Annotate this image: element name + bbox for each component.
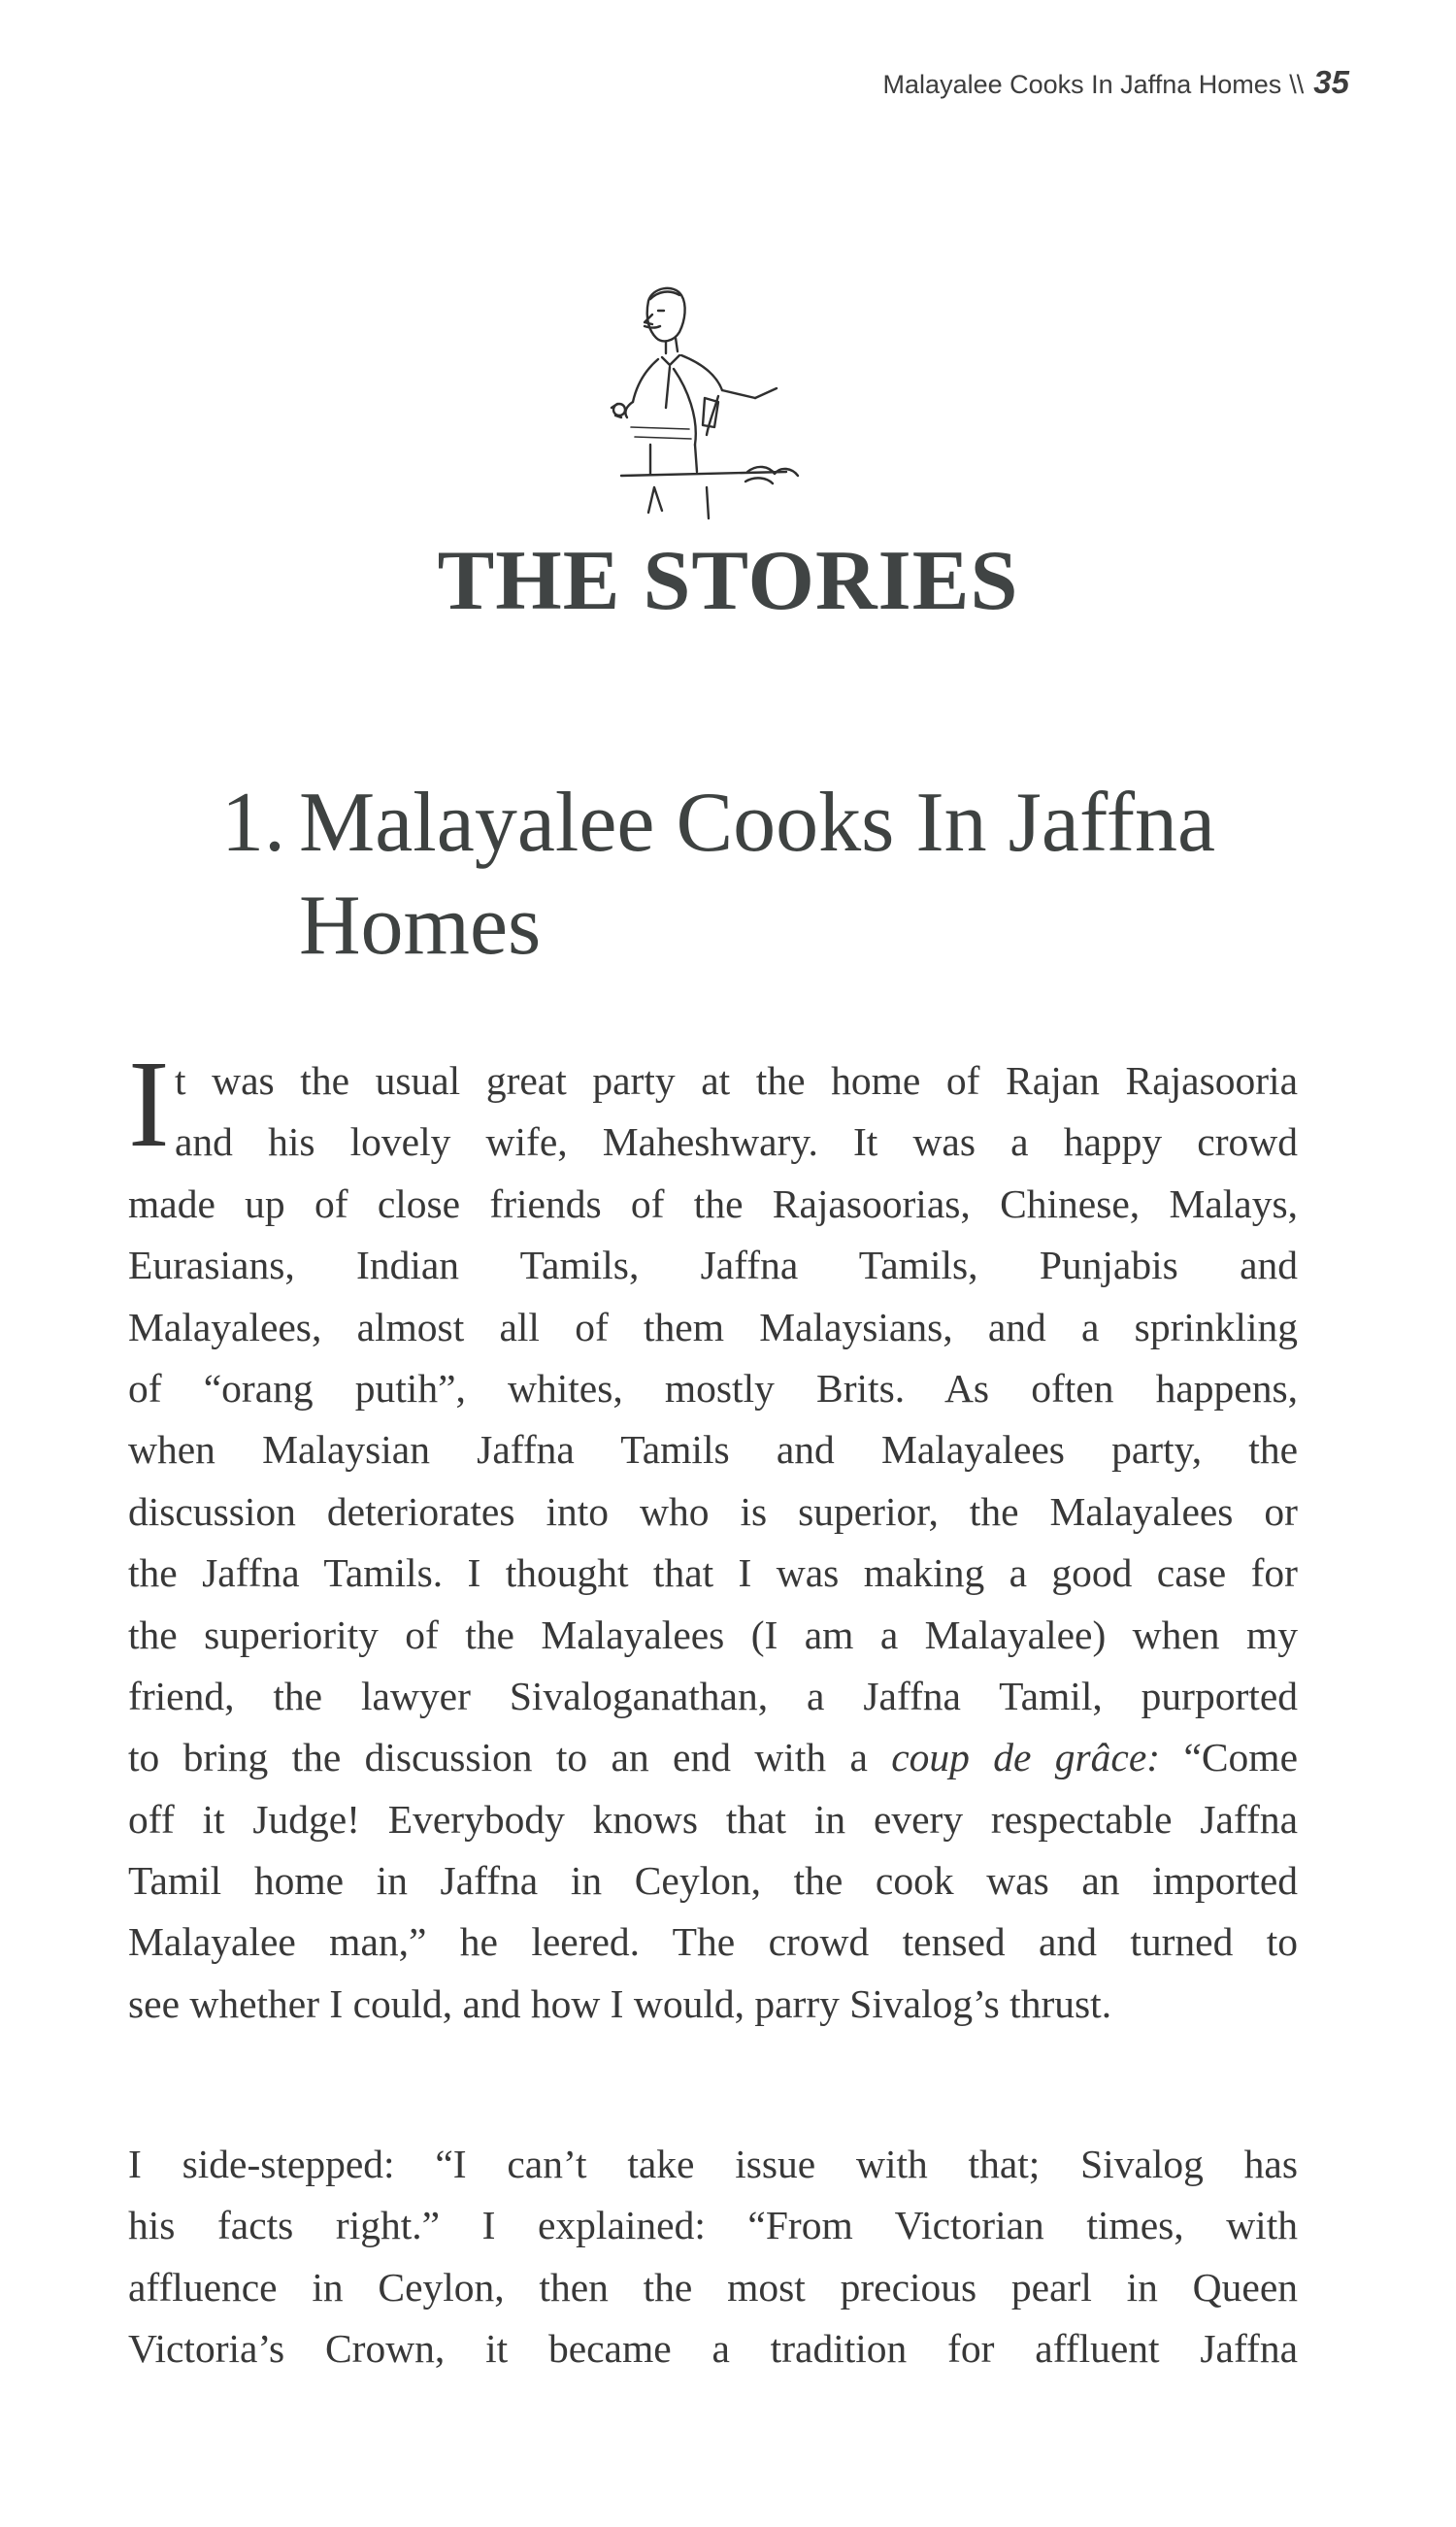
paragraph-line: Eurasians, Indian Tamils, Jaffna Tamils, Punjabis and: [128, 1243, 1298, 1288]
chapter-title-line2: Homes: [299, 879, 542, 973]
chapter-title-line1: Malayalee Cooks In Jaffna: [299, 776, 1216, 870]
paragraph-line: Victoria’s Crown, it became a tradition for affluent Jaffna: [128, 2326, 1298, 2372]
paragraph-line: of “orang putih”, whites, mostly Brits. As often happens,: [128, 1365, 1298, 1411]
paragraph-line: t was the usual great party at the home of Rajan Rajasooria: [175, 1058, 1298, 1103]
paragraph-line: and his lovely wife, Maheshwary. It was a happy crowd: [175, 1119, 1298, 1165]
paragraph-line: friend, the lawyer Sivaloganathan, a Jaffna Tamil, purported: [128, 1673, 1298, 1718]
chapter-number: 1.: [221, 776, 285, 870]
section-heading: THE STORIES: [437, 534, 1019, 628]
paragraph-line: Tamil home in Jaffna in Ceylon, the cook was an imported: [128, 1858, 1298, 1904]
chapter-title: [221, 772, 1338, 978]
chapter-title-text: [299, 772, 1308, 978]
running-title: Malayalee Cooks In Jaffna Homes: [882, 70, 1282, 99]
paragraph-line: the superiority of the Malayalees (I am a Malayalee) when my: [128, 1612, 1298, 1657]
paragraph-line: his facts right.” I explained: “From Victorian times, with: [128, 2203, 1298, 2248]
line-text: “Come: [1160, 1735, 1298, 1780]
paragraph-line: the Jaffna Tamils. I thought that I was making a good case for: [128, 1550, 1298, 1596]
paragraph-line: when Malaysian Jaffna Tamils and Malayalees party, the: [128, 1427, 1298, 1473]
gentleman-with-cane-sketch-icon: [573, 282, 815, 534]
paragraph-line: Malayalees, almost all of them Malaysians, and a sprinkling: [128, 1304, 1298, 1349]
paragraph-line-with-italic: [128, 1727, 1298, 1788]
running-header: [883, 64, 1349, 101]
paragraph-1: [128, 1050, 1298, 2035]
dropcap: I: [128, 1035, 170, 1173]
italic-phrase: coup de grâce:: [891, 1735, 1161, 1780]
paragraph-2: [128, 2134, 1298, 2380]
paragraph-line: discussion deteriorates into who is superior, the Malayalees or: [128, 1488, 1298, 1534]
paragraph-line: see whether I could, and how I would, parry Sivalog’s thrust.: [128, 1980, 1112, 2026]
paragraph-line: I side-stepped: “I can’t take issue with that; Sivalog has: [128, 2142, 1298, 2186]
header-separator: \\: [1289, 70, 1305, 99]
paragraph-line: made up of close friends of the Rajasoorias, Chinese, Malays,: [128, 1180, 1298, 1226]
paragraph-line: Malayalee man,” he leered. The crowd tensed and turned to: [128, 1919, 1298, 1965]
paragraph-line: affluence in Ceylon, then the most precious pearl in Queen: [128, 2264, 1298, 2310]
line-text: to bring the discussion to an end with a: [128, 1735, 892, 1780]
page-number: 35: [1313, 64, 1349, 100]
paragraph-line: off it Judge! Everybody knows that in every respectable Jaffna: [128, 1796, 1298, 1842]
